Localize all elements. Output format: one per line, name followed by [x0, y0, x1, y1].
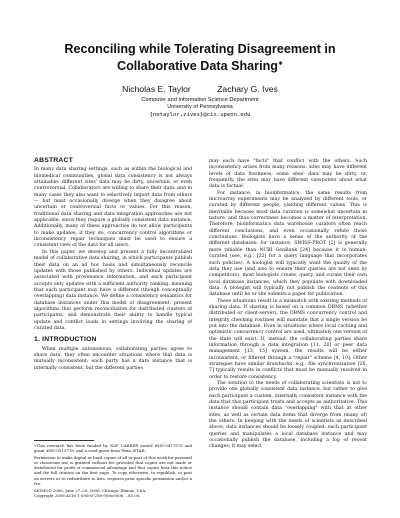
abstract-paragraph-2: In this paper, we develop and present a fully decentralized model of collaborative data sharing, in which participants publish their data on an ad hoc basis and simultaneously reconcile updates with those published by others. Individual updates are associated with provenance information, and each participant accepts only updates with a sufficient authority ranking, meaning that each participant may have a different (though conceptually overlapping) data instance. We define a consistency semantics for database instances under this model of disagreement, present algorithms that perform reconciliation for distributed clusters of participants, and demonstrate their ability to handle typical update and conflict loads in settings involving the sharing of curated data. — [34, 249, 192, 331]
copyright-line: Copyright 2006 ACM 1-59593-256-9/06/0006 ...$5.00. — [34, 492, 141, 498]
author-2: Zachary G. Ives — [217, 84, 278, 94]
author-1: Nicholas E. Taylor — [122, 84, 191, 94]
abstract-heading: ABSTRACT — [34, 157, 73, 164]
author-list — [0, 84, 400, 94]
title-footnote-mark: ∗ — [277, 61, 283, 67]
right-paragraph-4: The solution to the needs of collaborating scientists is not to provide one globally consistent data instance, but rather to give each participant a custom, internally consistent instance with the data that this participant trusts and accepts as authoritative. This instance should contain data "overlapping" with that at other sites, as well as certain data items that diverge from (many of) the others. In keeping with the needs of scientists as described above, data instances should be loosely coupled: each participant queries and manipulates a local database instance and may occasionally publish the database, including a log of recent changes; it may select — [209, 381, 367, 450]
affiliation — [0, 97, 400, 119]
conference-line: SIGMOD 2006, June 27–29, 2006, Chicago, Illinois, USA. — [34, 487, 147, 493]
footnotes — [34, 440, 192, 500]
affiliation-email: {netaylor,zives}@cis.upenn.edu — [149, 111, 251, 118]
affiliation-department: Computer and Information Science Department — [141, 97, 259, 103]
right-paragraph-3: These situations result in a mismatch with existing methods of sharing data. If sharing is based on a common DBMS (whether distributed or client-server), the DBMS concurrency control and integrity checking routines will mandate that a single version be put into the database. Even in situations where local caching and optimistic concurrency control are used, ultimately one version of the state will exist. If, instead, the collaborating parties share information through a data integration [11, 20] or peer data management [13, 15] system, the results will be either inconsistent, or filtered through a "repair" scheme [4, 10]. Other strategies have similar drawbacks, e.g., file synchronization [26, 7] typically results in conflicts that must be manually resolved in order to restore consistency. — [209, 298, 367, 380]
right-paragraph-2: For instance, in bioinformatics, the same results from microarray experiments may be analyzed by different tools, or curated by different people, yielding different values. This is inevitable because most data curation is somewhat uncertain in nature, and thus correctness becomes a matter of interpretation. Therefore, bioinformatics data warehouse curators often reach different conclusions, and even occasionally refute those conclusions. Biologists have a sense of the authority of the different databases: for instance, SWISS-PROT [2] is generally more reliable than NCBI GenBank [24] because it is human-curated (see, e.g., [22] for a query language that incorporates such policies). A biologist will typically want the quality of the data they use (and also to ensure their queries are not seen by competitors), most biologists create, query, and curate their own local database instances, which they populate with downloaded data. A biologist will typically not publish the contents of this database until he or she submits a paper for publication. — [209, 190, 367, 298]
paper-title-text: Reconciling while Tolerating Disagreement in Collaborative Data Sharing — [64, 42, 336, 74]
introduction-heading: 1. INTRODUCTION — [34, 336, 97, 344]
introduction-paragraph-1: When multiple autonomous, collaborating parties agree to share data, they often encounter situations where that data is mutually inconsistent: each party has a data instance that is internally consistent, but the different parties — [34, 346, 192, 371]
affiliation-university: University of Pennsylvania — [167, 104, 233, 111]
funding-footnote: ∗This research has been funded by NSF CAREER award #IIS-0477972 and grant #IIS-0513778, and a seed grant from Penn ISTAR. — [34, 443, 192, 454]
permission-notice: Permission to make digital or hard copies of all or part of this work for personal or classroom use is granted without fee provided that copies are not made or distributed for profit or commercial advantage and that copies bear this notice and the full citation on the first page. To copy otherwise, to republish, to post on servers or to redistribute to lists, requires prior specific permission and/or a fee. — [34, 455, 192, 486]
paper-title — [30, 42, 370, 74]
footnote-rule — [34, 440, 94, 441]
left-column — [34, 158, 192, 372]
right-paragraph-1: may each have "facts" that conflict with the others. Such inconsistency arises from many reasons: sites may have different levels of data freshness, some sites' data may be dirty, or, frequently, the sites may have different viewpoints about what data is factual. — [209, 159, 367, 190]
abstract-paragraph-1: In many data sharing settings, such as within the biological and biomedical communities, global data consistency is not always attainable: different sites' data may be dirty, uncertain, or even controversial. Collaborators are willing to share their data, and in many cases they also want to selectively import data from others — but must occasionally diverge when they disagree about uncertain or controversial facts or values. For this reason, traditional data sharing and data integration approaches are not applicable, since they require a globally consistent data instance. Additionally, many of these approaches do not allow participants to make updates; if they do, concurrency control algorithms or inconsistency repair techniques must be used to ensure a consistent view of the data for all users. — [34, 167, 192, 249]
right-column — [209, 159, 367, 451]
